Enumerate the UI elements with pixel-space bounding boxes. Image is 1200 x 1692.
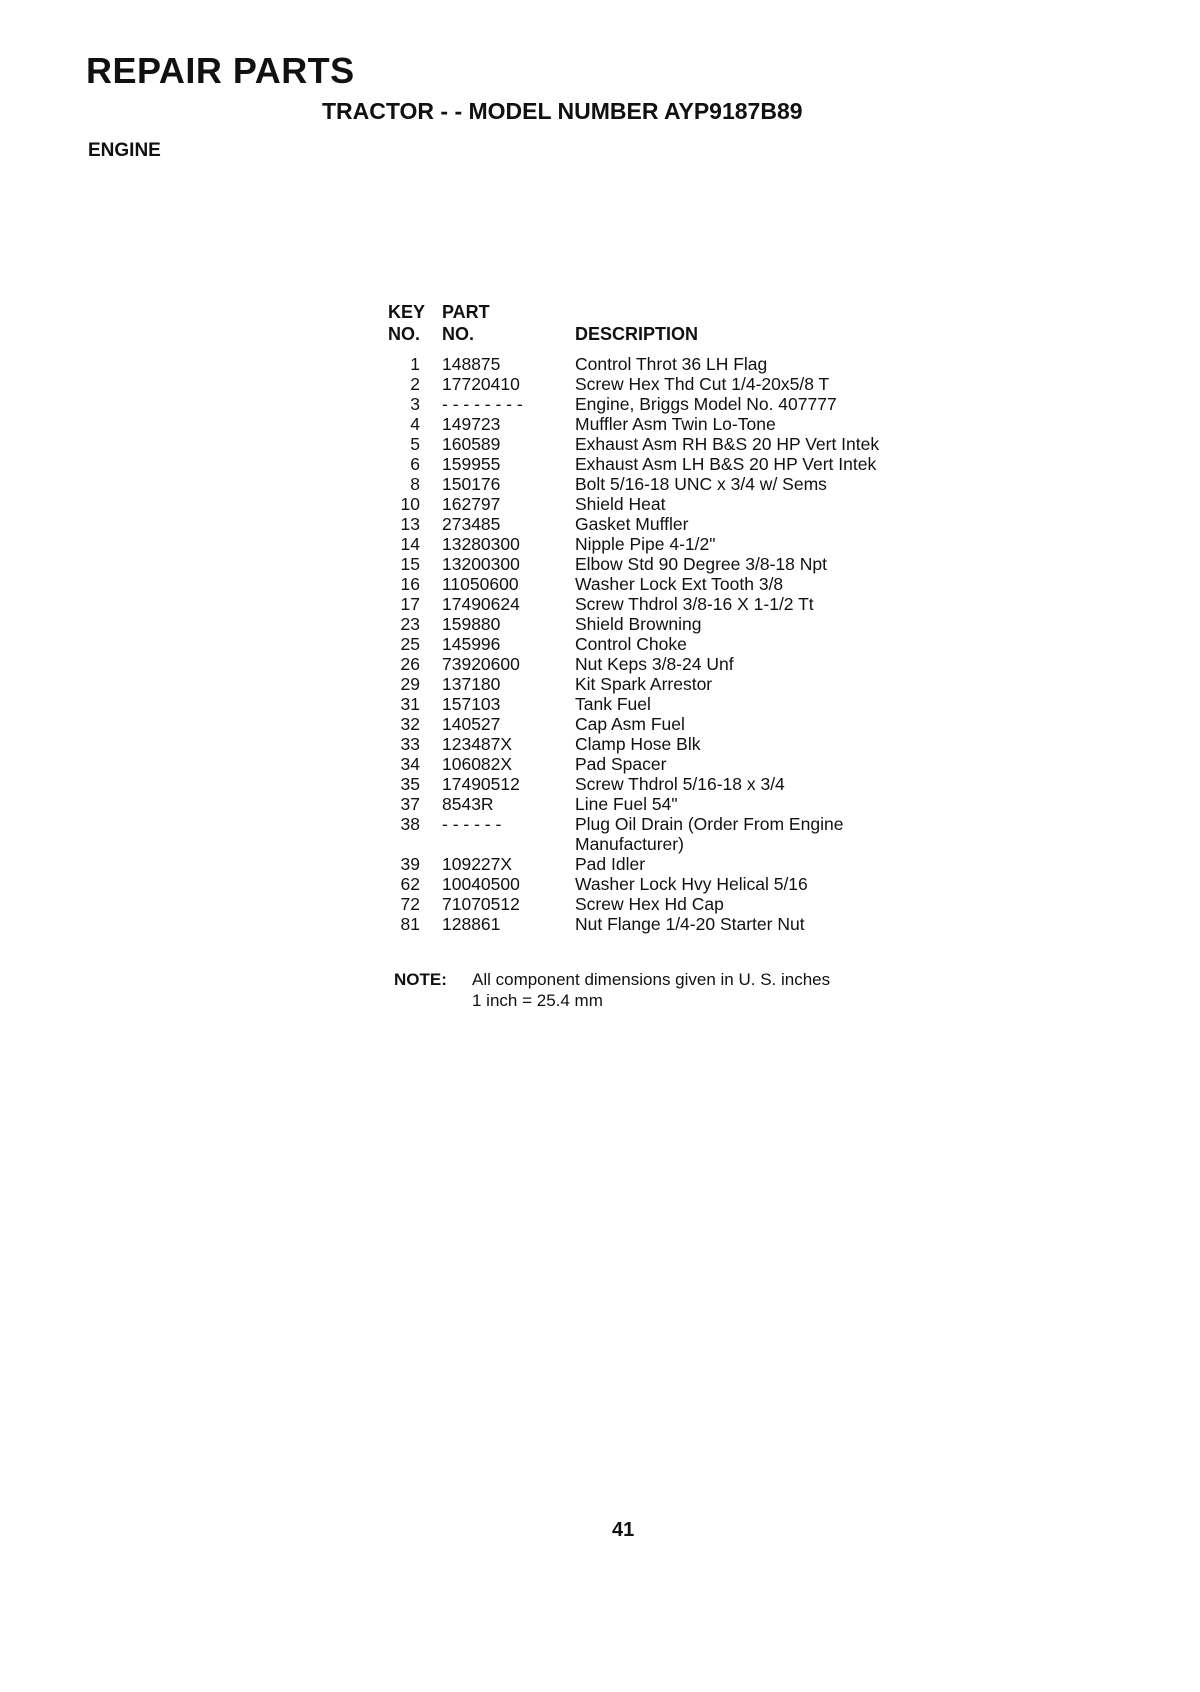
table-row [388,614,948,634]
part-number: 157103 [442,694,501,714]
part-description: Control Choke [575,634,687,654]
part-number: 150176 [442,474,501,494]
part-description: Engine, Briggs Model No. 407777 [575,394,837,414]
part-number: 140527 [442,714,501,734]
table-row [388,514,948,534]
part-description: Pad Spacer [575,754,667,774]
part-description: Nut Keps 3/8-24 Unf [575,654,734,674]
table-row [388,634,948,654]
part-number: 109227X [442,854,513,874]
table-row [388,574,948,594]
col-key-header-line1: KEY [388,302,426,322]
part-number: 13280300 [442,534,520,554]
key-number: 14 [400,534,420,554]
part-number: 128861 [442,914,501,934]
key-number: 3 [410,394,420,414]
table-row [388,874,948,894]
section-heading: ENGINE [88,140,161,161]
key-number: 4 [410,414,420,434]
table-row [388,354,948,374]
table-row [388,394,948,414]
part-description: Shield Browning [575,614,702,634]
part-number: 71070512 [442,894,520,914]
part-number: 10040500 [442,874,520,894]
part-description: Washer Lock Hvy Helical 5/16 [575,874,808,894]
part-number: 123487X [442,734,513,754]
table-row [388,894,948,914]
part-description: Bolt 5/16-18 UNC x 3/4 w/ Sems [575,474,827,494]
key-number: 62 [400,874,420,894]
table-row [388,534,948,554]
key-number: 32 [400,714,420,734]
key-number: 23 [400,614,420,634]
table-row [388,654,948,674]
part-number: 106082X [442,754,513,774]
key-number: 25 [400,634,420,654]
table-row [388,374,948,394]
part-description: Washer Lock Ext Tooth 3/8 [575,574,784,594]
part-number: 149723 [442,414,501,434]
table-row [388,914,948,934]
note-line2: 1 inch = 25.4 mm [472,991,603,1010]
table-row [388,774,948,794]
table-row [388,854,948,874]
part-description: Screw Thdrol 5/16-18 x 3/4 [575,774,785,794]
part-description: Pad Idler [575,854,646,874]
part-description: Kit Spark Arrestor [575,674,713,694]
part-description: Tank Fuel [575,694,651,714]
key-number: 2 [410,374,420,394]
note-label: NOTE: [394,970,447,989]
parts-table-body [388,354,948,934]
part-description: Nut Flange 1/4-20 Starter Nut [575,914,805,934]
key-number: 39 [400,854,420,874]
col-key-header-line2: NO. [388,324,421,344]
part-number: 137180 [442,674,501,694]
part-number: 17720410 [442,374,520,394]
part-description: Nipple Pipe 4-1/2" [575,534,716,554]
key-number: 37 [400,794,420,814]
key-number: 31 [400,694,420,714]
key-number: 81 [400,914,420,934]
key-number: 34 [400,754,420,774]
table-row [388,474,948,494]
table-row [388,554,948,574]
table-row [388,414,948,434]
part-number: 8543R [442,794,494,814]
part-number: 160589 [442,434,501,454]
part-number: 273485 [442,514,501,534]
part-number: 148875 [442,354,501,374]
key-number: 29 [400,674,420,694]
table-row [388,454,948,474]
part-number: 17490624 [442,594,520,614]
table-row [388,434,948,454]
part-number: 17490512 [442,774,520,794]
part-number: - - - - - - - - [442,394,523,414]
part-description: Exhaust Asm RH B&S 20 HP Vert Intek [575,434,880,454]
key-number: 17 [400,594,420,614]
part-number: 145996 [442,634,501,654]
note [394,969,830,1011]
page-number: 41 [612,1519,635,1541]
key-number: 38 [400,814,420,834]
table-row [388,694,948,714]
table-row [388,674,948,694]
col-part-header-line1: PART [442,302,490,322]
part-description: Cap Asm Fuel [575,714,685,734]
part-number: 159955 [442,454,501,474]
part-number: 159880 [442,614,501,634]
part-number: 13200300 [442,554,520,574]
key-number: 8 [410,474,420,494]
key-number: 13 [400,514,420,534]
table-row [388,494,948,514]
key-number: 10 [400,494,420,514]
part-description: Gasket Muffler [575,514,689,534]
part-number: 11050600 [442,574,519,594]
part-description: Plug Oil Drain (Order From Engine Manufacturer) [575,814,844,854]
table-row [388,814,948,854]
part-description: Elbow Std 90 Degree 3/8-18 Npt [575,554,827,574]
key-number: 72 [400,894,420,914]
table-row [388,754,948,774]
key-number: 6 [410,454,420,474]
key-number: 5 [410,434,420,454]
key-number: 26 [400,654,420,674]
part-description: Shield Heat [575,494,666,514]
table-row [388,734,948,754]
part-description: Exhaust Asm LH B&S 20 HP Vert Intek [575,454,877,474]
key-number: 35 [400,774,420,794]
part-description: Screw Hex Thd Cut 1/4-20x5/8 T [575,374,830,394]
note-line1: All component dimensions given in U. S. inches [472,970,831,989]
table-row [388,714,948,734]
part-description: Screw Hex Hd Cap [575,894,724,914]
part-description: Control Throt 36 LH Flag [575,354,768,374]
part-number: - - - - - - [442,814,502,834]
col-part-header-line2: NO. [442,324,475,344]
part-description: Line Fuel 54" [575,794,678,814]
key-number: 15 [400,554,420,574]
part-description: Screw Thdrol 3/8-16 X 1-1/2 Tt [575,594,814,614]
part-description: Muffler Asm Twin Lo-Tone [575,414,776,434]
model-subtitle: TRACTOR - - MODEL NUMBER AYP9187B89 [322,98,803,124]
key-number: 1 [410,354,420,374]
col-description-header: DESCRIPTION [575,324,699,344]
table-row [388,794,948,814]
key-number: 16 [400,574,420,594]
table-row [388,594,948,614]
page-title: REPAIR PARTS [86,50,355,91]
key-number: 33 [400,734,420,754]
part-description: Clamp Hose Blk [575,734,701,754]
part-number: 73920600 [442,654,520,674]
part-number: 162797 [442,494,501,514]
